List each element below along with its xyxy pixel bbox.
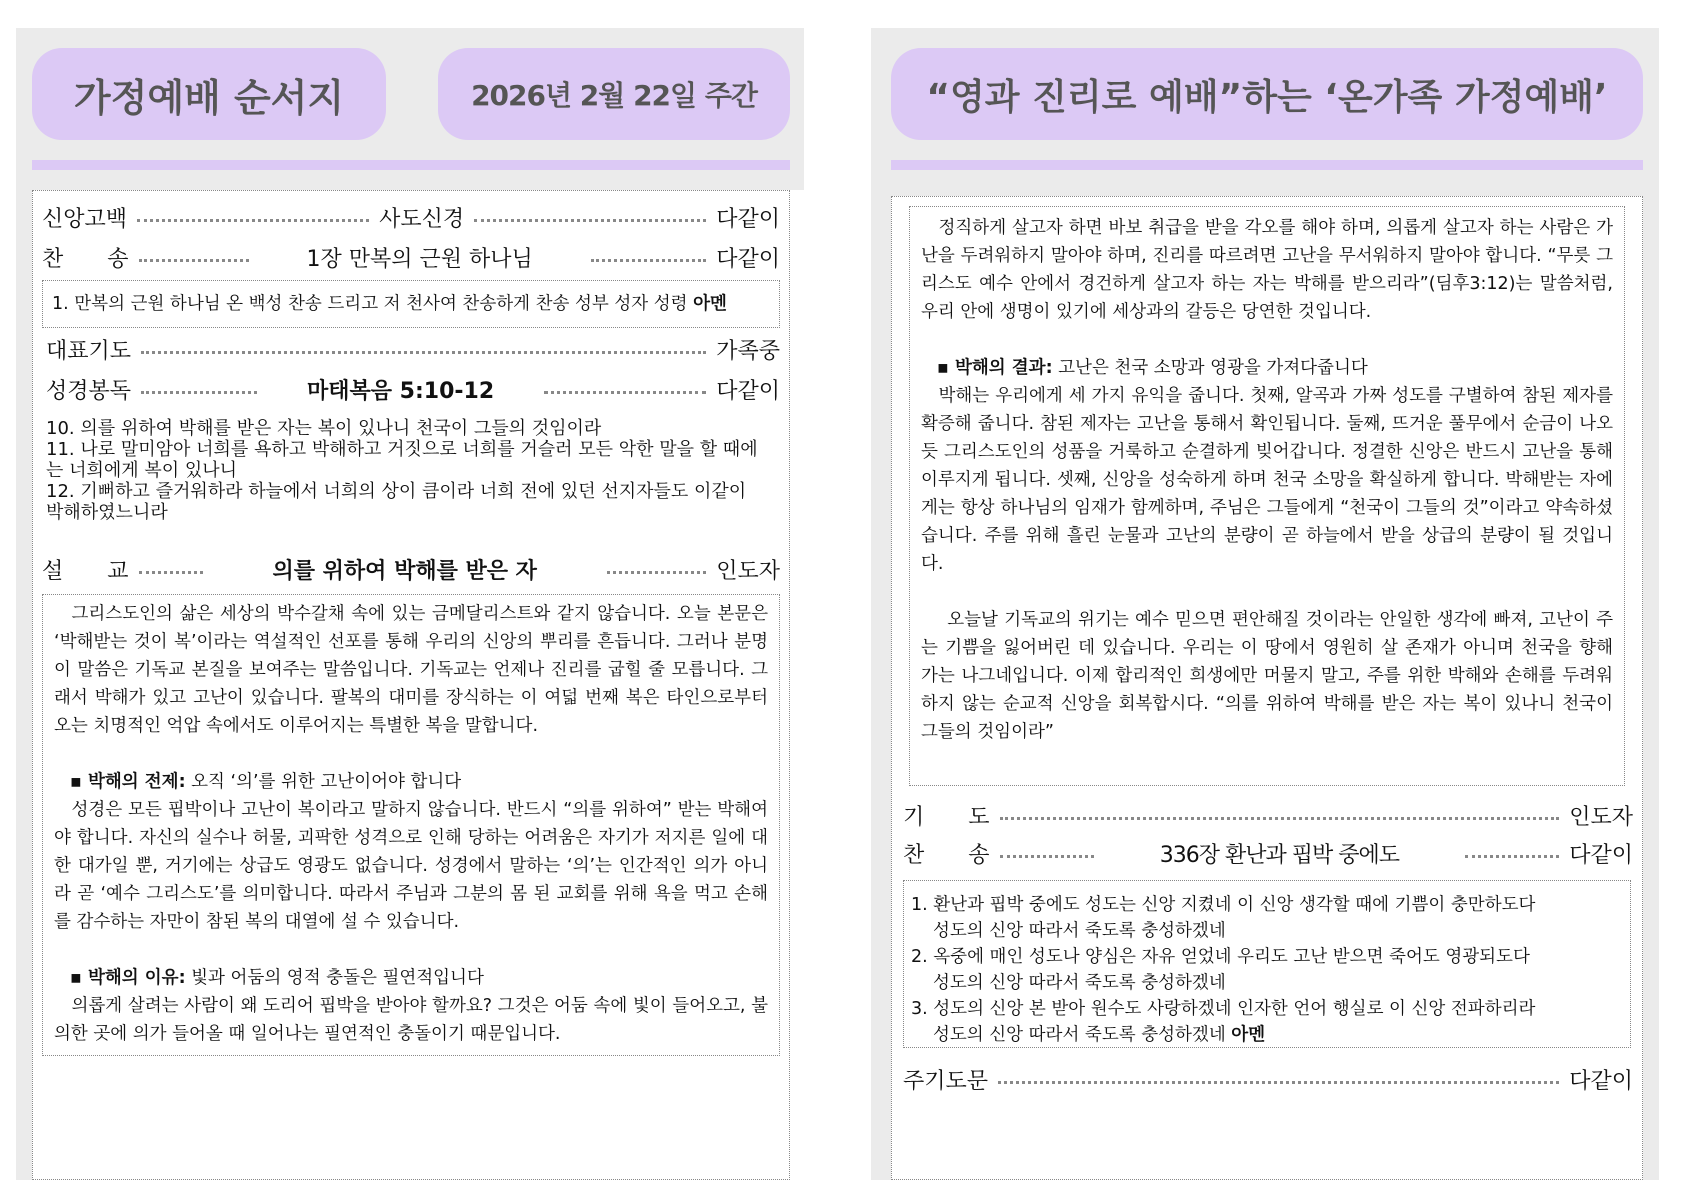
leader-dots bbox=[998, 1081, 1559, 1084]
scripture-row bbox=[46, 374, 780, 405]
sermon-row bbox=[42, 554, 780, 585]
point2-heading: ▪ 박해의 이유: bbox=[70, 968, 186, 988]
verse-3-line1: 3. 성도의 신앙 본 받아 원수도 사랑하겠네 인자한 언어 행실로 이 신앙 전파하리라 bbox=[911, 999, 1536, 1019]
closing-hymn-amen: 아멘 bbox=[1231, 1025, 1266, 1045]
sermon-intro: 그리스도인의 삶은 세상의 박수갈채 속에 있는 금메달리스트와 같지 않습니다. 오늘 본문은 ‘박해받는 것이 복’이라는 역설적인 선포를 통해 우리의 신앙의 뿌리를 흔듭니다. 그러나 분명 이 말씀은 기독교 본질을 보여주는 말씀입니다. 기독교는 언제나 진리를 굽힐 줄 모릅니다. 그래서 박해가 있고 고난이 있습니다. 팔복의 대미를 장식하는 이 여덟 번째 복은 타인으로부터 오는 치명적인 억압 속에서도 이루어지는 특별한 복을 말합니다. bbox=[54, 604, 768, 736]
right-sheet bbox=[891, 196, 1643, 1180]
hymn-lyrics bbox=[52, 291, 727, 317]
hymn-label: 찬 송 bbox=[42, 247, 129, 272]
verse-10: 10. 의를 위하여 박해를 받은 자는 복이 있나니 천국이 그들의 것임이라 bbox=[46, 418, 602, 439]
bulletin-title: 가정예배 순서지 bbox=[32, 48, 386, 140]
sermon-who: 인도자 bbox=[716, 559, 780, 584]
hymn-row bbox=[42, 242, 780, 273]
verse-11: 11. 나로 말미암아 너희를 욕하고 박해하고 거짓으로 너희를 거슬러 모든 악한 말을 할 때에는 너희에게 복이 있나니 bbox=[46, 439, 758, 481]
leader-dots bbox=[544, 391, 706, 394]
right-page bbox=[871, 28, 1659, 1180]
scripture-reference: 마태복음 5:10-12 bbox=[307, 379, 495, 404]
closing-prayer-row bbox=[903, 800, 1633, 831]
prayer-row bbox=[46, 334, 780, 365]
leader-dots bbox=[139, 259, 249, 262]
hymn-title: 1장 만복의 근원 하나님 bbox=[306, 247, 533, 272]
sermon-text bbox=[54, 600, 768, 1048]
point2-body: 의롭게 살려는 사람이 왜 도리어 핍박을 받아야 할까요? 그것은 어둠 속에 빛이 들어오고, 불의한 곳에 의가 들어올 때 일어나는 필연적인 충돌이기 때문입니다. bbox=[54, 996, 768, 1044]
point1-subheading bbox=[54, 768, 768, 796]
closing-prayer-label: 기 도 bbox=[903, 805, 990, 830]
sermon-label: 설 교 bbox=[42, 559, 129, 584]
creed-content: 사도신경 bbox=[379, 207, 465, 232]
lords-prayer-label: 주기도문 bbox=[903, 1069, 989, 1094]
sermon-title: 의를 위하여 박해를 받은 자 bbox=[272, 559, 537, 584]
point3-subtitle: 고난은 천국 소망과 영광을 가져다줍니다 bbox=[1052, 358, 1368, 378]
verse-2-line1: 2. 옥중에 매인 성도나 양심은 자유 얻었네 우리도 고난 받으면 죽어도 영광되도다 bbox=[911, 947, 1530, 967]
verse-3-refrain: 성도의 신앙 따라서 죽도록 충성하겠네 bbox=[933, 1025, 1232, 1045]
title-divider bbox=[891, 160, 1643, 170]
closing-hymn-who: 다같이 bbox=[1569, 843, 1633, 868]
closing-hymn-label: 찬 송 bbox=[903, 843, 990, 868]
meditation-conclusion: 오늘날 기독교의 위기는 예수 믿으면 편안해질 것이라는 안일한 생각에 빠져, 고난이 주는 기쁨을 잃어버린 데 있습니다. 우리는 이 땅에서 영원히 살 존재가 아니며 천국을 향해 가는 나그네입니다. 이제 합리적인 희생에만 머물지 말고, 주를 위한 박해와 손해를 두려워하지 않는 순교적 신앙을 회복합시다. “의를 위하여 박해를 받은 자는 복이 있나니 천국이 그들의 것임이라” bbox=[921, 610, 1613, 742]
leader-dots bbox=[139, 571, 203, 574]
leader-dots bbox=[141, 351, 706, 354]
scripture-label: 성경봉독 bbox=[46, 379, 132, 404]
closing-hymn-lyrics bbox=[911, 892, 1535, 1048]
leader-dots bbox=[591, 259, 706, 262]
point1-body: 성경은 모든 핍박이나 고난이 복이라고 말하지 않습니다. 반드시 “의를 위하여” 받는 박해여야 합니다. 자신의 실수나 허물, 괴팍한 성격으로 인해 당하는 어려움은 자기가 저지른 일에 대한 대가일 뿐, 거기에는 상급도 영광도 없습니다. 성경에서 말하는 ‘의’는 인간적인 의가 아니라 곧 ‘예수 그리스도’를 의미합니다. 따라서 주님과 그분의 몸 된 교회를 위해 욕을 먹고 손해를 감수하는 자만이 참된 복의 대열에 설 수 있습니다. bbox=[54, 800, 768, 932]
creed-who: 다같이 bbox=[716, 207, 781, 232]
hymn-amen: 아멘 bbox=[693, 294, 727, 314]
title-divider bbox=[32, 160, 790, 170]
point3-subheading bbox=[921, 354, 1613, 382]
leader-dots bbox=[607, 571, 706, 574]
scripture-verses bbox=[46, 418, 766, 523]
verse-1-line1: 1. 환난과 핍박 중에도 성도는 신앙 지켰네 이 신앙 생각할 때에 기쁨이 충만하도다 bbox=[911, 895, 1536, 915]
meditation-para1: 정직하게 살고자 하면 바보 취급을 받을 각오를 해야 하며, 의롭게 살고자 하는 사람은 가난을 두려워하지 말아야 하며, 진리를 따르려면 고난을 무서워하지 말아야 합니다. “무릇 그리스도 예수 안에서 경건하게 살고자 하는 자는 박해를 받으리라”(딤후3:12)는 말씀처럼, 우리 안에 생명이 있기에 세상과의 갈등은 당연한 것입니다. bbox=[921, 218, 1613, 322]
verse-12: 12. 기뻐하고 즐거워하라 하늘에서 너희의 상이 큼이라 너희 전에 있던 선지자들도 이같이 박해하였느니라 bbox=[46, 481, 747, 523]
leader-dots bbox=[1000, 817, 1560, 820]
leader-dots bbox=[474, 219, 706, 222]
scripture-who: 다같이 bbox=[716, 379, 780, 404]
point1-heading: ▪ 박해의 전제: bbox=[70, 772, 186, 792]
lords-prayer-row bbox=[903, 1064, 1633, 1095]
point2-subtitle: 빛과 어둠의 영적 충돌은 필연적입니다 bbox=[185, 968, 484, 988]
prayer-who: 가족중 bbox=[716, 339, 780, 364]
left-sheet bbox=[32, 190, 804, 1180]
meditation-text bbox=[921, 214, 1613, 746]
leader-dots bbox=[141, 391, 257, 394]
hymn-who: 다같이 bbox=[716, 247, 780, 272]
leader-dots bbox=[137, 219, 369, 222]
week-date: 2026년 2월 22일 주간 bbox=[438, 48, 790, 140]
leader-dots bbox=[1000, 855, 1094, 858]
verse-1-refrain: 성도의 신앙 따라서 죽도록 충성하겠네 bbox=[933, 921, 1226, 941]
point1-subtitle: 오직 ‘의’를 위한 고난이어야 합니다 bbox=[185, 772, 462, 792]
verse-2-refrain: 성도의 신앙 따라서 죽도록 충성하겠네 bbox=[933, 973, 1226, 993]
lords-prayer-who: 다같이 bbox=[1569, 1069, 1633, 1094]
point3-heading: ▪ 박해의 결과: bbox=[937, 358, 1053, 378]
closing-hymn-title: 336장 환난과 핍박 중에도 bbox=[1159, 843, 1399, 868]
creed-row bbox=[42, 202, 780, 233]
leader-dots bbox=[1465, 855, 1559, 858]
point3-body: 박해는 우리에게 세 가지 유익을 줍니다. 첫째, 알곡과 가짜 성도를 구별하여 참된 제자를 확증해 줍니다. 참된 제자는 고난을 통해서 확인됩니다. 둘째, 뜨거운 풀무에서 순금이 나오듯 그리스도인의 성품을 거룩하고 순결하게 빚어갑니다. 정결한 신앙은 반드시 고난을 통해 이루지게 됩니다. 셋째, 신앙을 성숙하게 하며 천국 소망을 확실하게 합니다. 박해받는 자에게는 항상 하나님의 임재가 함께하며, 주님은 그들에게 “천국이 그들의 것”이라고 약속하셨습니다. 주를 위해 흘린 눈물과 고난의 분량이 곧 하늘에서 받을 상급의 분량이 될 것입니다. bbox=[921, 386, 1613, 574]
closing-prayer-who: 인도자 bbox=[1569, 805, 1633, 830]
hymn-lyrics-text: 1. 만복의 근원 하나님 온 백성 찬송 드리고 저 천사여 찬송하게 찬송 성부 성자 성령 bbox=[52, 294, 694, 314]
prayer-label: 대표기도 bbox=[46, 339, 132, 364]
creed-label: 신앙고백 bbox=[42, 207, 128, 232]
point2-subheading bbox=[54, 964, 768, 992]
worship-theme-title: “영과 진리로 예배”하는 ‘온가족 가정예배’ bbox=[891, 48, 1643, 140]
left-page bbox=[16, 28, 804, 1180]
closing-hymn-row bbox=[903, 838, 1633, 869]
